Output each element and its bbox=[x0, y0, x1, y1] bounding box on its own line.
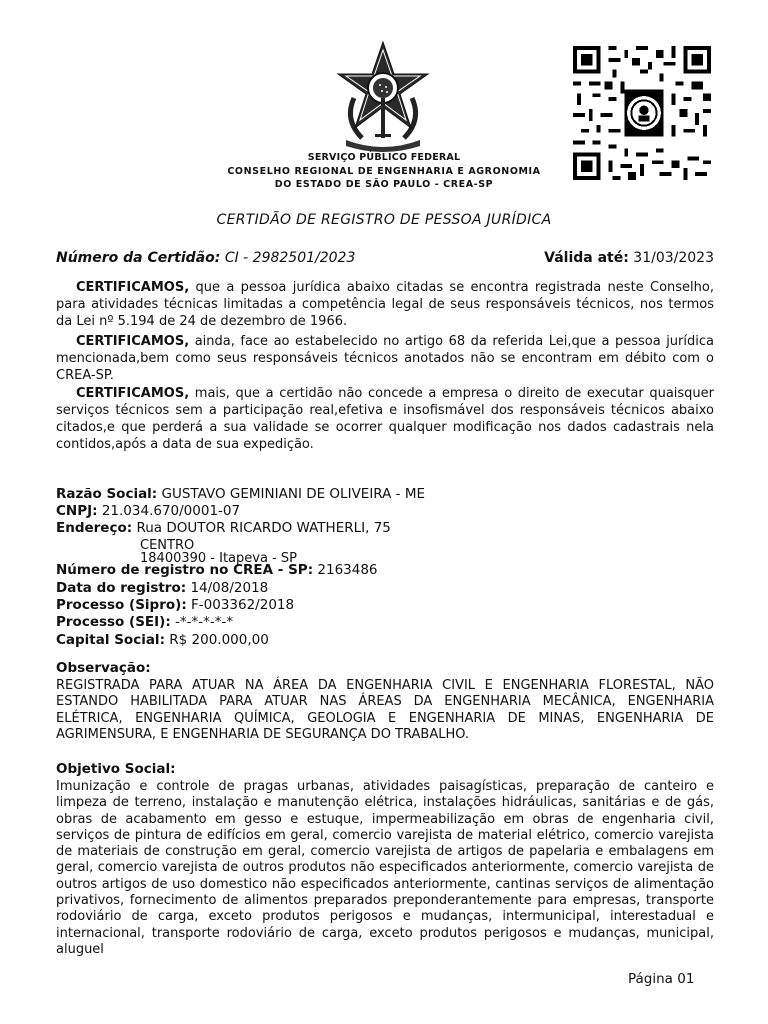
address-label: Endereço: bbox=[56, 520, 133, 536]
observation-label: Observação: bbox=[56, 660, 151, 676]
address-value: Rua DOUTOR RICARDO WATHERLI, 75 bbox=[136, 520, 391, 536]
valid-until-label: Válida até: bbox=[544, 250, 629, 266]
paragraph-text: mais, que a certidão não concede a empresa o direito de executar quaisquer serviços técnicos sem a participação real,efetiva e insofismável dos responsáveis técnicos abaixo citados,e que perderá a sua validade se ocorrer qualquer modificação nos dados cadastrais nela contidos,após a data de sua expedição. bbox=[56, 386, 715, 452]
certification-paragraph-2 bbox=[56, 333, 714, 384]
certification-paragraph-1 bbox=[56, 279, 714, 330]
registration-date-value: 14/08/2018 bbox=[190, 580, 269, 596]
paragraph-lead: CERTIFICAMOS, bbox=[76, 386, 190, 401]
observation-text: REGISTRADA PARA ATUAR NA ÁREA DA ENGENHARIA CIVIL E ENGENHARIA FLORESTAL, NÃO ESTANDO HABILITADA PARA ATUAR NAS ÁREAS DA ENGENHARIA MECÂNICA, ENGENHARIA ELÉTRICA, ENGENHARIA QUÍMICA, GEOLOGIA E ENGENHARIA DE MINAS, ENGENHARIA DE AGRIMENSURA, E ENGENHARIA DE SEGURANÇA DO TRABALHO. bbox=[56, 678, 714, 742]
registration-date-label: Data do registro: bbox=[56, 580, 187, 596]
valid-until-value: 31/03/2023 bbox=[633, 250, 714, 266]
paragraph-text: que a pessoa jurídica abaixo citadas se encontra registrada neste Conselho, para atividades técnicas limitadas a competência legal de seus responsáveis técnicos, nos termos da Lei nº 5.194 de 24 de dezembro de 1966. bbox=[56, 280, 714, 329]
registration-number-label: Número de registro no CREA - SP: bbox=[56, 562, 314, 578]
paragraph-text: ainda, face ao estabelecido no artigo 68 da referida Lei,que a pessoa jurídica mencionada,bem como seus responsáveis técnicos anotados não se encontram em débito com o CREA-SP. bbox=[56, 334, 714, 383]
address-field bbox=[56, 520, 391, 537]
company-name-field bbox=[56, 486, 425, 503]
validity bbox=[544, 250, 714, 266]
capital-label: Capital Social: bbox=[56, 632, 165, 648]
agency-line-1: SERVIÇO PÚBLICO FEDERAL bbox=[307, 152, 461, 163]
certificate-line bbox=[56, 250, 714, 266]
address-district: CENTRO bbox=[140, 538, 195, 553]
process-sei-label: Processo (SEI): bbox=[56, 614, 171, 630]
registration-number-field bbox=[56, 562, 378, 579]
registration-number-value: 2163486 bbox=[317, 562, 378, 578]
company-name-label: Razão Social: bbox=[56, 486, 158, 502]
social-objective-label: Objetivo Social: bbox=[56, 761, 176, 777]
document-title: CERTIDÃO DE REGISTRO DE PESSOA JURÍDICA bbox=[216, 212, 552, 228]
cnpj-label: CNPJ: bbox=[56, 503, 98, 519]
paragraph-lead: CERTIFICAMOS, bbox=[76, 334, 190, 349]
process-sipro-field bbox=[56, 597, 294, 614]
address-zip-city: 18400390 - Itapeva - SP bbox=[140, 551, 297, 566]
page-number: Página 01 bbox=[628, 971, 695, 987]
brazil-coat-of-arms-icon bbox=[336, 38, 430, 152]
cnpj-value: 21.034.670/0001-07 bbox=[101, 503, 241, 519]
capital-value: R$ 200.000,00 bbox=[169, 632, 269, 648]
cnpj-field bbox=[56, 503, 240, 520]
company-name-value: GUSTAVO GEMINIANI DE OLIVEIRA - ME bbox=[161, 486, 426, 502]
social-objective-text: Imunização e controle de pragas urbanas, atividades paisagísticas, preparação de canteiro e limpeza de terreno, instalação e manutenção elétrica, instalações hidráulicas, sanitárias e de gás, obras de acabamento em gesso e estuque, impermeabilização em obras de engenharia civil, serviços de pintura de edifícios em geral, comercio varejista de material elétrico, comercio varejista de materiais de construção em geral, comercio varejista de artigos de papelaria e embalagens em geral, comercio varejista de outros produtos não especificados anteriormente, comercio varejista de outros artigos de uso domestico não especificados anteriormente, cantinas serviços de alimentação privativos, fornecimento de alimentos preparados preponderantemente para empresas, transporte rodoviário de carga, exceto produtos perigosos e mudanças, intermunicipal, interestadual e internacional, transporte rodoviário de carga, exceto produtos perigosos e mudanças, municipal, aluguel bbox=[56, 779, 714, 957]
certificate-number-value: CI - 2982501/2023 bbox=[224, 250, 356, 266]
agency-line-3: DO ESTADO DE SÃO PAULO - CREA-SP bbox=[274, 179, 494, 190]
registration-date-field bbox=[56, 580, 268, 597]
paragraph-lead: CERTIFICAMOS, bbox=[76, 280, 190, 295]
certificate-number-label: Número da Certidão: bbox=[56, 250, 221, 266]
agency-line-2: CONSELHO REGIONAL DE ENGENHARIA E AGRONOMIA bbox=[227, 166, 541, 177]
process-sei-value: -*-*-*-*-* bbox=[175, 614, 234, 630]
certification-paragraph-3 bbox=[56, 385, 714, 453]
process-sei-field bbox=[56, 614, 233, 631]
capital-field bbox=[56, 632, 269, 649]
process-sipro-value: F-003362/2018 bbox=[191, 597, 295, 613]
process-sipro-label: Processo (Sipro): bbox=[56, 597, 187, 613]
